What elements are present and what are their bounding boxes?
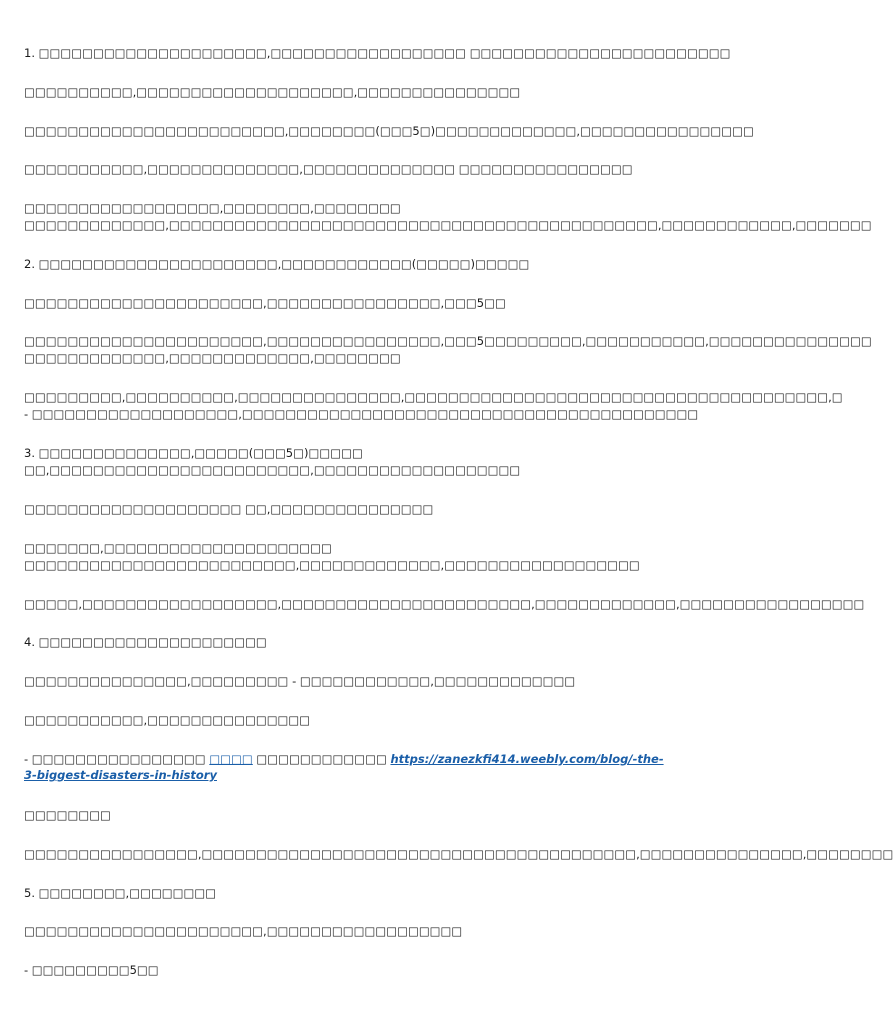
- paragraph-line: □□□□□□□□□□□,□□□□□□□□□□□□□□□: [24, 713, 311, 727]
- paragraph-line: □□□□□□□□□□□□□□□□□□,□□□□□□□□,□□□□□□□□: [24, 201, 401, 215]
- paragraph-line: □□□□□□□□□□□,□□□□□□□□□□□□□□,□□□□□□□□□□□□□□ □□□□□□□□□□□□□□□□: [24, 162, 633, 176]
- inline-link[interactable]: □□□□: [209, 752, 253, 766]
- paragraph-line: □□□□□□□□□□□□□□□□□□□□ □□,□□□□□□□□□□□□□□□: [24, 502, 434, 516]
- section-1-heading: 1. □□□□□□□□□□□□□□□□□□□□□,□□□□□□□□□□□□□□□□□□ □□□□□□□□□□□□□□□□□□□□□□□□: [24, 46, 731, 60]
- paragraph-line: □□□□□□□□□□□□□□□□,□□□□□□□□□□□□□□□□□□□□□□□□□□□□□□□□□□□□□□□□,□□□□□□□□□□□□□□□,□□□□□□□□: [24, 847, 893, 861]
- url-link[interactable]: https://zanezkfi414.weebly.com/blog/-the-3-biggest-disasters-in-history: [24, 752, 664, 782]
- section-3-heading: 3. □□□□□□□□□□□□□□,□□□□□(□□□5□)□□□□□: [24, 446, 363, 460]
- paragraph-line: □□□□□□□□□□,□□□□□□□□□□□□□□□□□□□□,□□□□□□□□□□□□□□□: [24, 85, 521, 99]
- section-5-heading: 5. □□□□□□□□,□□□□□□□□: [24, 886, 217, 900]
- list-item: - □□□□□□□□□□□□□□□□□□□,□□□□□□□□□□□□□□□□□□□□□□□□□□□□□□□□□□□□□□□□□□: [24, 407, 699, 421]
- section-4-heading: 4. □□□□□□□□□□□□□□□□□□□□□: [24, 635, 267, 649]
- list-item: - □□□□□□□□□5□□: [24, 963, 159, 977]
- paragraph-line: □□,□□□□□□□□□□□□□□□□□□□□□□□□,□□□□□□□□□□□□□□□□□□□: [24, 463, 521, 477]
- paragraph-line: □□□□□□□,□□□□□□□□□□□□□□□□□□□□□: [24, 541, 332, 555]
- link-line-prefix: - □□□□□□□□□□□□□□□□: [24, 752, 210, 766]
- paragraph-line: □□□□□□□□□□□□□□□□□□□□□□□□,□□□□□□□□(□□□5□)□□□□□□□□□□□□□,□□□□□□□□□□□□□□□□: [24, 124, 754, 138]
- link-line: [24, 751, 664, 783]
- link-line-middle: □□□□□□□□□□□□: [252, 752, 391, 766]
- paragraph-line: □□□□□□□□□□□□□□□,□□□□□□□□□ - □□□□□□□□□□□□,□□□□□□□□□□□□□: [24, 674, 576, 688]
- paragraph-line: □□□□□□□□□□□□□□□□□□□□□□,□□□□□□□□□□□□□□□□,□□□5□□□□□□□□□,□□□□□□□□□□□,□□□□□□□□□□□□□□□: [24, 334, 872, 348]
- section-2-heading: 2. □□□□□□□□□□□□□□□□□□□□□□,□□□□□□□□□□□□(□□□□□)□□□□□: [24, 257, 530, 271]
- paragraph-line: □□□□□,□□□□□□□□□□□□□□□□□□,□□□□□□□□□□□□□□□□□□□□□□□,□□□□□□□□□□□□□,□□□□□□□□□□□□□□□□□: [24, 597, 865, 611]
- paragraph-line: □□□□□□□□□□□□□□□□□□□□□□,□□□□□□□□□□□□□□□□□□: [24, 924, 463, 938]
- paragraph-line: □□□□□□□□□,□□□□□□□□□□,□□□□□□□□□□□□□□□,□□□□□□□□□□□□□□□□□□□□□□□□□□□□□□□□□□□□□□□,□: [24, 390, 843, 404]
- paragraph-line: □□□□□□□□: [24, 808, 111, 822]
- paragraph-line: □□□□□□□□□□□□□□□□□□□□□□□□□,□□□□□□□□□□□□□,□□□□□□□□□□□□□□□□□□: [24, 558, 640, 572]
- paragraph-line: □□□□□□□□□□□□□,□□□□□□□□□□□□□,□□□□□□□□: [24, 351, 401, 365]
- paragraph-line: □□□□□□□□□□□□□□□□□□□□□□,□□□□□□□□□□□□□□□□,□□□5□□: [24, 296, 506, 310]
- paragraph-line: □□□□□□□□□□□□□,□□□□□□□□□□□□□□□□□□□□□□□□□□□□□□□□□□□□□□□□□□□□□,□□□□□□□□□□□□,□□□□□□□: [24, 218, 872, 232]
